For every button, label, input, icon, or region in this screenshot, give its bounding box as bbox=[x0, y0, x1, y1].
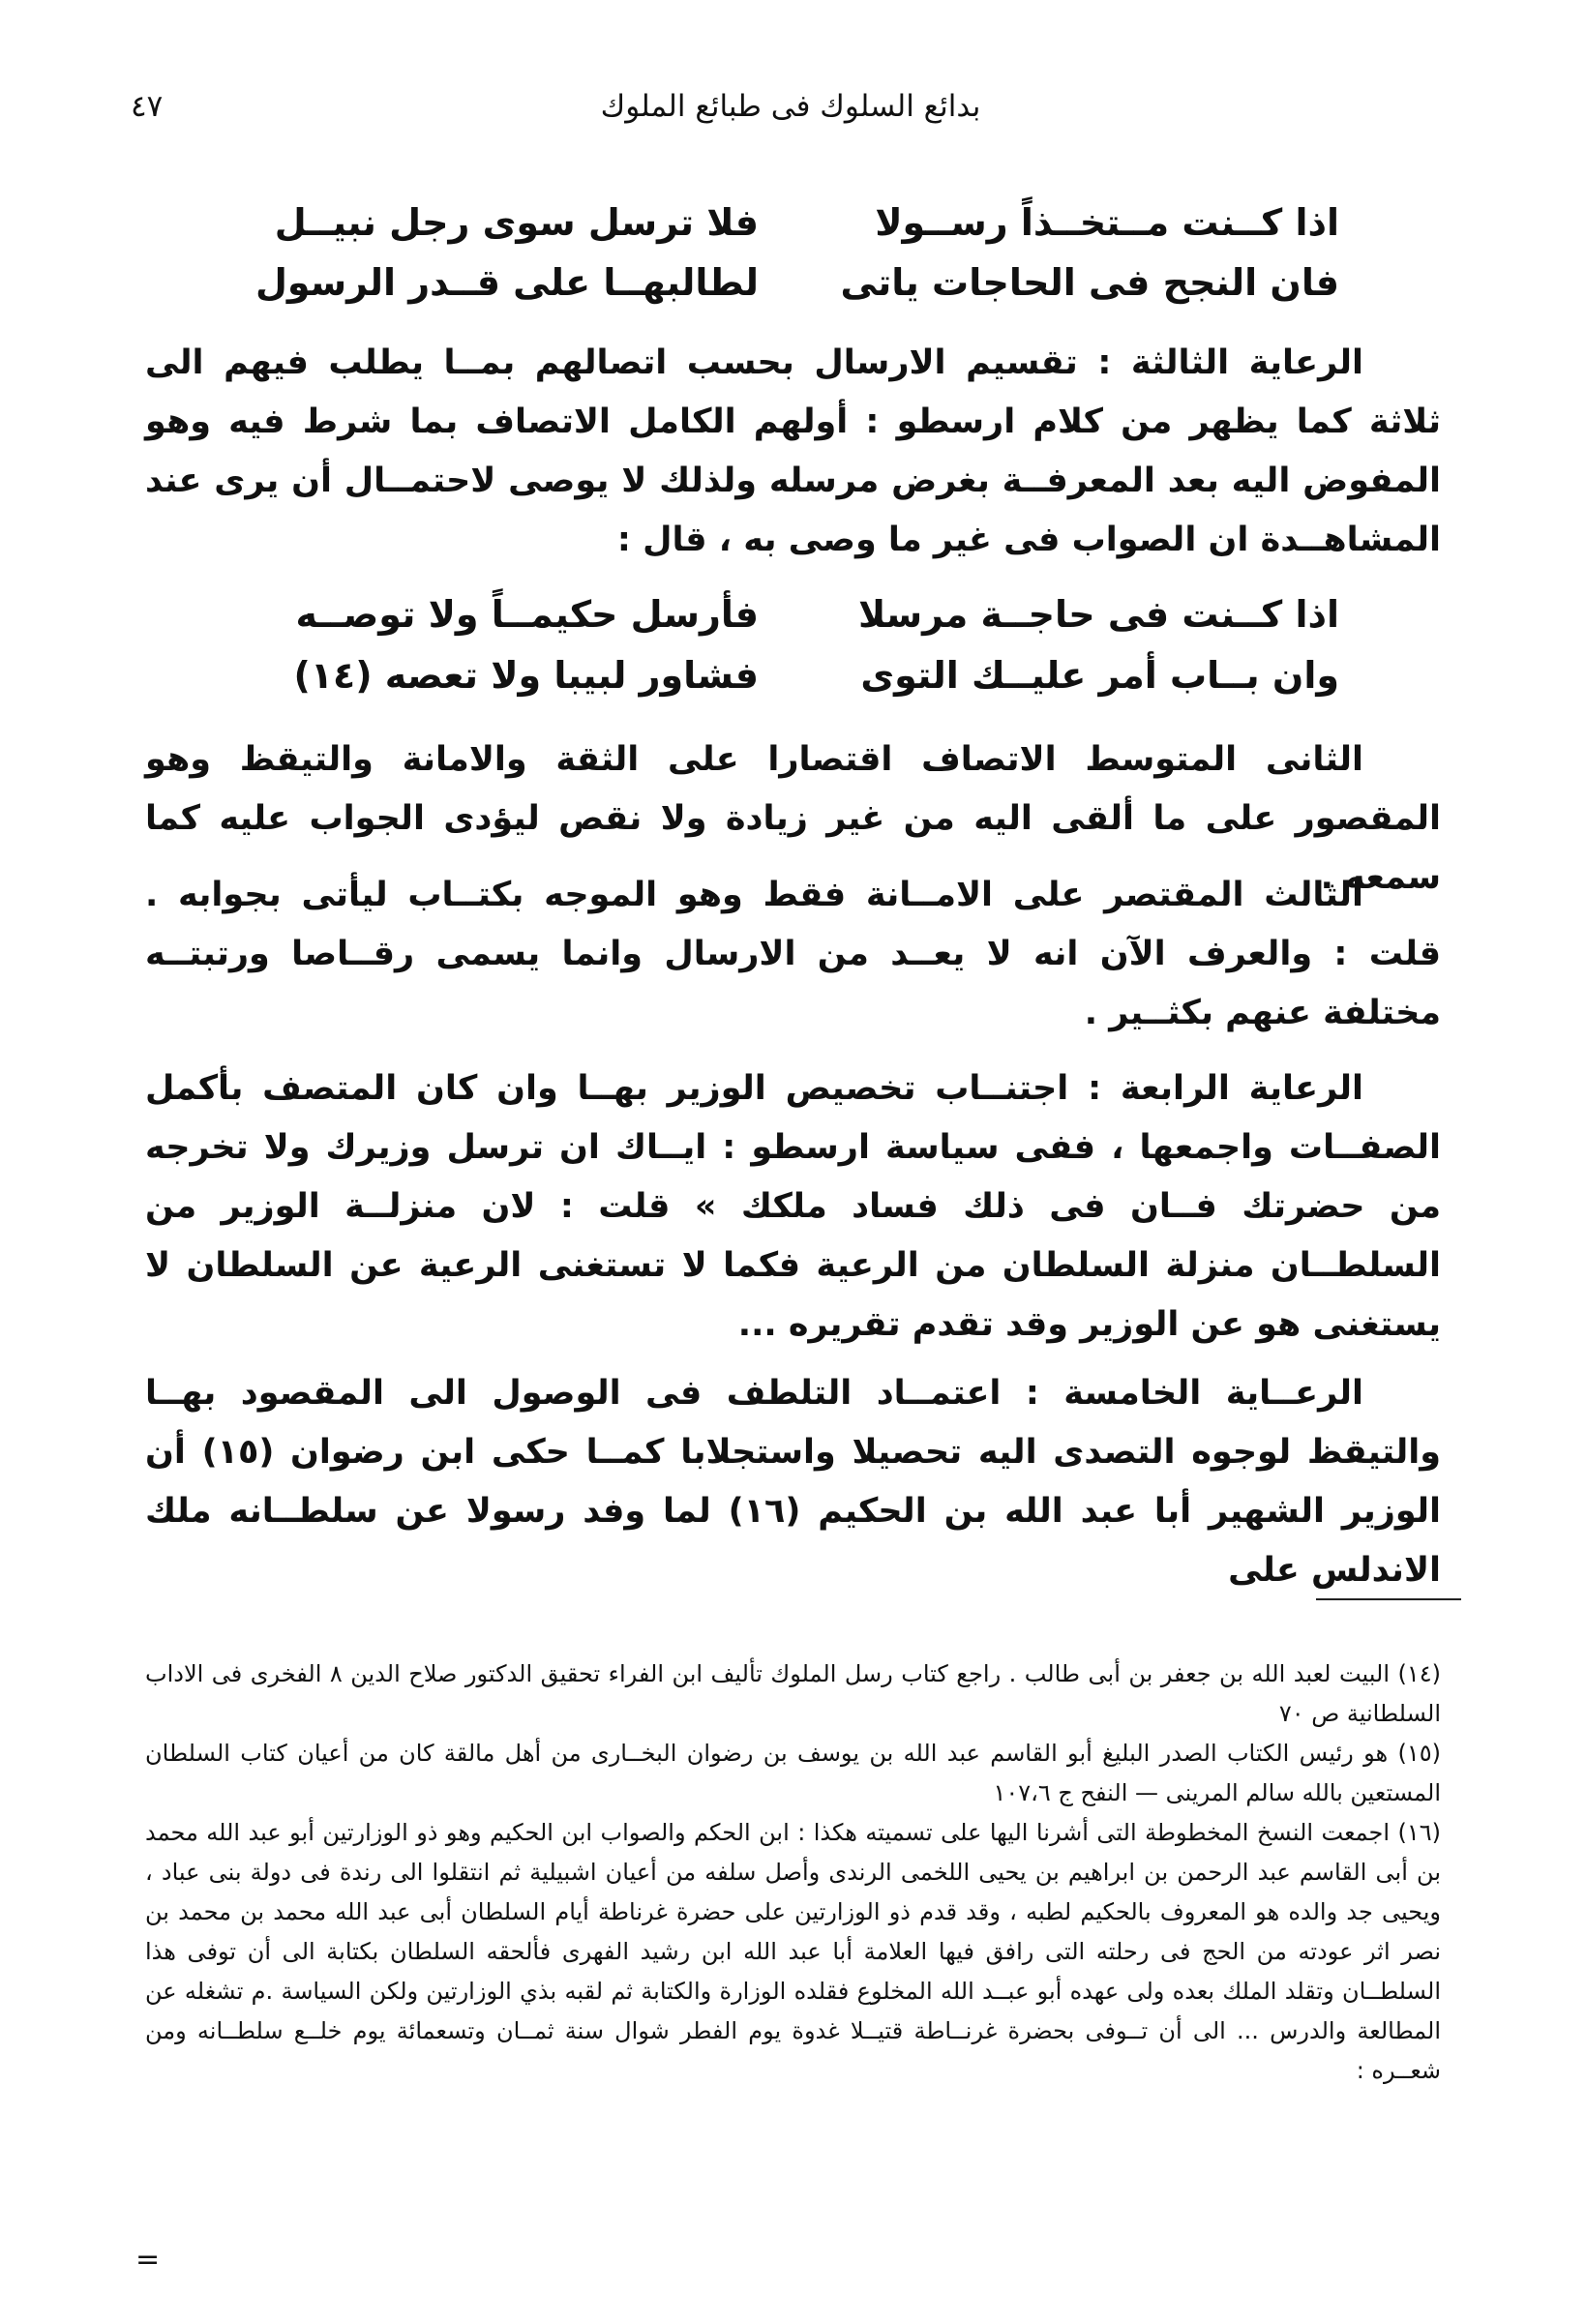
paragraph-text: الثانى المتوسط الاتصاف اقتصارا على الثقة والامانة والتيقظ وهو المقصور على ما ألقى اليه من غير زيادة ولا نقص ليؤدى الجواب عليه كما سمعه . bbox=[145, 740, 1441, 897]
footnote: (١٤) البيت لعبد الله بن جعفر بن أبى طالب . راجع كتاب رسل الملوك تأليف ابن الفراء تحقيق الدكتور صلاح الدين ٨ الفخرى فى الاداب السلطانية ص ٧٠ bbox=[145, 1660, 1441, 1727]
paragraph-text: الرعــاية الخامسة : اعتمــاد التلطف فى الوصول الى المقصود بهــا والتيقظ لوجوه التصدى اليه تحصيلا واستجلابا كمــا حكى ابن رضوان (١٥) أن الوزير الشهير أبا عبد الله بن الحكيم (١٦) لما وفد رسولا عن سلطــانه ملك الاندلس على bbox=[145, 1374, 1441, 1590]
verse-hemistich: فان النجح فى الحاجات ياتى bbox=[840, 261, 1339, 304]
footnote: (١٦) اجمعت النسخ المخطوطة التى أشرنا اليها على تسميته هكذا : ابن الحكم والصواب ابن الحكيم وهو ذو الوزارتين أبو عبد الله محمد بن أبى القاسم عبد الرحمن بن ابراهيم بن يحيى اللخمى الرندى وأصل سلفه من أعيان اشبيلية ثم انتقلوا الى رندة فى دولة بنى عباد ، ويحيى جد والده هو المعروف بالحكيم لطبه ، وقد قدم ذو الوزارتين على حضرة غرناطة أيام السلطان أبى عبد الله محمد بن محمد بن نصر اثر عودته من الحج فى رحلته التى رافق فيها العلامة أبا عبد الله ابن رشيد الفهرى فألحقه السلطان بكتابة الى أن توفى هذا السلطــان وتقلد الملك بعده ولى عهده أبو عبــد الله المخلوع فقلده الوزارة والكتابة ثم لقبه بذي الوزارتين ولكن السياسة .م تشغله عن المطالعة والدرس ... الى أن تــوفى بحضرة غرنــاطة قتيــلا غدوة يوم الفطر شوال سنة ثمــان وتسعمائة يوم خلــع سلطــانه ومن شعــره : bbox=[145, 1819, 1441, 2084]
verse-line bbox=[290, 654, 1339, 710]
paragraph-text: الرعاية الثالثة : تقسيم الارسال بحسب اتصالهم بمــا يطلب فيهم الى ثلاثة كما يظهر من كلام ارسطو : أولهم الكامل الاتصاف بما شرط فيه وهو المفوض اليه بعد المعرفــة بغرض مرسله ولذلك لا يوصى لاحتمــال أن يرى عند المشاهــدة ان الصواب فى غير ما وصى به ، قال : bbox=[145, 343, 1441, 559]
page-header bbox=[131, 89, 1451, 137]
footnote-separator bbox=[1316, 1598, 1461, 1600]
verse-line bbox=[274, 201, 1339, 257]
verse-hemistich: وان بــاب أمر عليــك التوى bbox=[860, 654, 1339, 697]
footnote: (١٥) هو رئيس الكتاب الصدر البليغ أبو القاسم عبد الله بن يوسف بن رضوان البخــارى من أهل مالقة كان من أعيان كتاب السلطان المستعين بالله سالم المرينى — النفح ج ١٠٧،٦ bbox=[145, 1740, 1441, 1806]
verse-hemistich: لطالبهــا على قــدر الرسول bbox=[254, 261, 759, 304]
paragraph bbox=[145, 1364, 1441, 1600]
paragraph bbox=[145, 334, 1441, 570]
verse-line bbox=[290, 593, 1339, 649]
page-number: ٤٧ bbox=[131, 89, 164, 124]
paragraph-text: الثالث المقتصر على الامــانة فقط وهو الموجه بكتــاب ليأتى بجوابه . قلت : والعرف الآن انه لا يعــد من الارسال وانما يسمى رقــاصا ورتبتــه مختلفة عنهم بكثــير . bbox=[145, 876, 1441, 1032]
paragraph bbox=[145, 866, 1441, 1043]
verse-hemistich: فشاور لبيبا ولا تعصه (١٤) bbox=[293, 654, 759, 697]
footnotes bbox=[145, 1654, 1441, 2091]
verse-line bbox=[254, 261, 1339, 317]
continuation-mark: = bbox=[135, 2243, 161, 2277]
verse-hemistich: فلا ترسل سوى رجل نبيــل bbox=[274, 201, 759, 244]
verse-hemistich: اذا كــنت مــتخــذاً رســولا bbox=[875, 201, 1339, 244]
verse-hemistich: فأرسل حكيمــاً ولا توصــه bbox=[295, 593, 759, 636]
running-title: بدائع السلوك فى طبائع الملوك bbox=[600, 89, 981, 124]
paragraph bbox=[145, 1059, 1441, 1355]
paragraph-text: الرعاية الرابعة : اجتنــاب تخصيص الوزير بهــا وان كان المتصف بأكمل الصفــات واجمعها ، ففى سياسة ارسطو : ايــاك ان ترسل وزيرك ولا تخرجه من حضرتك فــان فى ذلك فساد ملكك » قلت : لان منزلــة الوزير من السلطــان منزلة السلطان من الرعية فكما لا تستغنى الرعية عن السلطان لا يستغنى هو عن الوزير وقد تقدم تقريره ... bbox=[145, 1069, 1441, 1344]
verse-hemistich: اذا كــنت فى حاجــة مرسلا bbox=[857, 593, 1339, 636]
